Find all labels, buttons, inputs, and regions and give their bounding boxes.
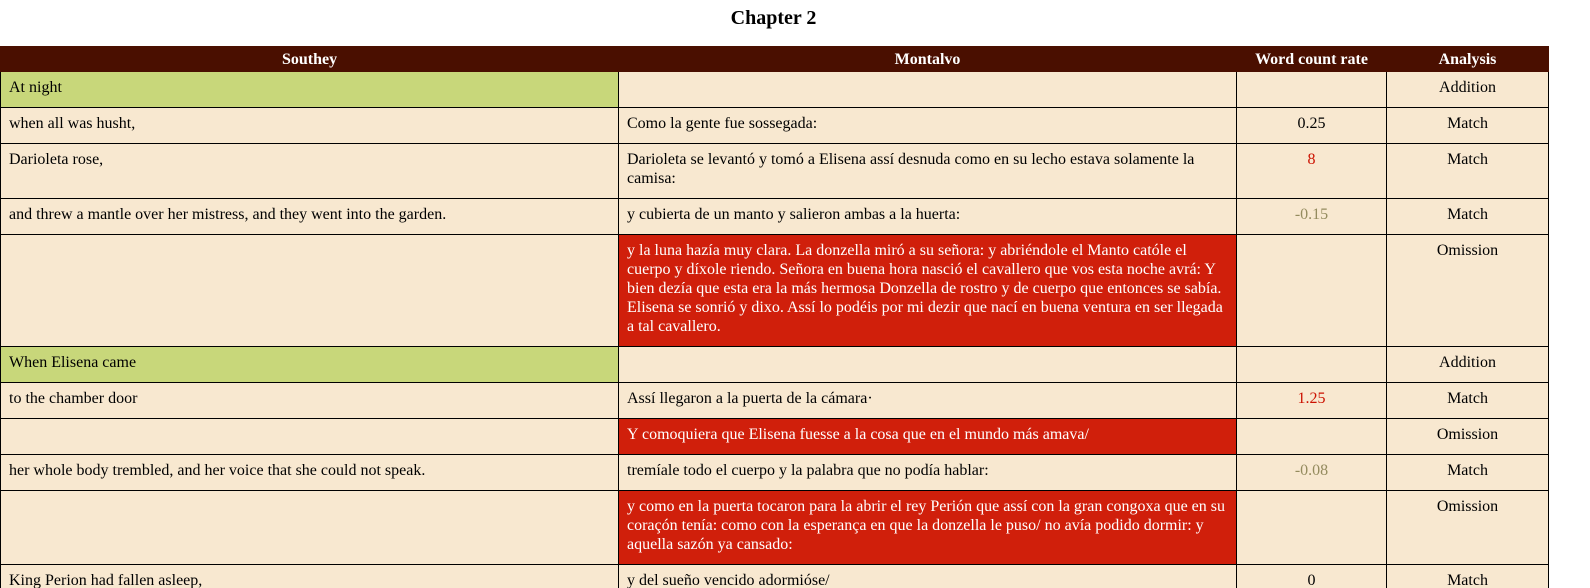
table-row bbox=[1, 565, 1549, 588]
chapter-title: Chapter 2 bbox=[730, 7, 817, 29]
table-body bbox=[1, 72, 1549, 588]
southey-cell: Darioleta rose, bbox=[1, 144, 619, 199]
column-header-word-count-rate: Word count rate bbox=[1237, 47, 1387, 72]
analysis-cell: Addition bbox=[1387, 72, 1549, 108]
southey-cell: King Perion had fallen asleep, bbox=[1, 565, 619, 588]
word-count-rate-cell: -0.08 bbox=[1237, 455, 1387, 491]
table-row bbox=[1, 72, 1549, 108]
word-count-rate-cell: 1.25 bbox=[1237, 383, 1387, 419]
montalvo-cell: y la luna hazía muy clara. La donzella miró a su señora: y abriéndole el Manto católe el cuerpo y díxole riendo. Señora en buena hora nasció el cavallero que vos esta noche avrá: Y bien dezía que esta era la más hermosa Donzella de rostro y de cuerpo que entonces se sabía. Elisena se sonrió y dixo. Assí lo podéis por mi dezir que nací en buena ventura en ser llegada a tal cavallero. bbox=[619, 235, 1237, 347]
southey-cell: her whole body trembled, and her voice that she could not speak. bbox=[1, 455, 619, 491]
analysis-cell: Match bbox=[1387, 199, 1549, 235]
column-header-montalvo: Montalvo bbox=[619, 47, 1237, 72]
montalvo-cell bbox=[619, 72, 1237, 108]
header-row bbox=[1, 47, 1549, 72]
word-count-rate-cell: 8 bbox=[1237, 144, 1387, 199]
word-count-rate-cell: 0.25 bbox=[1237, 108, 1387, 144]
montalvo-cell: Darioleta se levantó y tomó a Elisena assí desnuda como en su lecho estava solamente la camisa: bbox=[619, 144, 1237, 199]
montalvo-cell: y cubierta de un manto y salieron ambas a la huerta: bbox=[619, 199, 1237, 235]
analysis-cell: Omission bbox=[1387, 491, 1549, 565]
table-row bbox=[1, 491, 1549, 565]
montalvo-cell: Y comoquiera que Elisena fuesse a la cosa que en el mundo más amava/ bbox=[619, 419, 1237, 455]
analysis-cell: Omission bbox=[1387, 419, 1549, 455]
table-row bbox=[1, 419, 1549, 455]
southey-cell: and threw a mantle over her mistress, and they went into the garden. bbox=[1, 199, 619, 235]
comparison-table bbox=[0, 46, 1549, 588]
column-header-southey: Southey bbox=[1, 47, 619, 72]
southey-cell bbox=[1, 419, 619, 455]
table-row bbox=[1, 383, 1549, 419]
montalvo-cell: y del sueño vencido adormióse/ bbox=[619, 565, 1237, 588]
montalvo-cell: tremíale todo el cuerpo y la palabra que no podía hablar: bbox=[619, 455, 1237, 491]
southey-cell: When Elisena came bbox=[1, 347, 619, 383]
southey-cell: At night bbox=[1, 72, 619, 108]
word-count-rate-cell bbox=[1237, 72, 1387, 108]
column-header-analysis: Analysis bbox=[1387, 47, 1549, 72]
analysis-cell: Omission bbox=[1387, 235, 1549, 347]
montalvo-cell bbox=[619, 347, 1237, 383]
southey-cell bbox=[1, 235, 619, 347]
word-count-rate-cell bbox=[1237, 491, 1387, 565]
word-count-rate-cell bbox=[1237, 419, 1387, 455]
word-count-rate-cell: -0.15 bbox=[1237, 199, 1387, 235]
southey-cell: to the chamber door bbox=[1, 383, 619, 419]
montalvo-cell: Como la gente fue sossegada: bbox=[619, 108, 1237, 144]
analysis-cell: Match bbox=[1387, 455, 1549, 491]
southey-cell: when all was husht, bbox=[1, 108, 619, 144]
analysis-cell: Match bbox=[1387, 383, 1549, 419]
analysis-cell: Match bbox=[1387, 565, 1549, 588]
table-row bbox=[1, 199, 1549, 235]
montalvo-cell: Assí llegaron a la puerta de la cámara· bbox=[619, 383, 1237, 419]
table-row bbox=[1, 108, 1549, 144]
table-row bbox=[1, 144, 1549, 199]
southey-cell bbox=[1, 491, 619, 565]
word-count-rate-cell bbox=[1237, 235, 1387, 347]
word-count-rate-cell bbox=[1237, 347, 1387, 383]
word-count-rate-cell: 0 bbox=[1237, 565, 1387, 588]
analysis-cell: Match bbox=[1387, 144, 1549, 199]
analysis-cell: Addition bbox=[1387, 347, 1549, 383]
analysis-cell: Match bbox=[1387, 108, 1549, 144]
table-row bbox=[1, 455, 1549, 491]
table-row bbox=[1, 347, 1549, 383]
montalvo-cell: y como en la puerta tocaron para la abrir el rey Perión que assí con la gran congoxa que en su coraçón tenía: como con la esperança en que la donzella le puso/ no avía podido dormir: y aquella sazón ya cansado: bbox=[619, 491, 1237, 565]
table-row bbox=[1, 235, 1549, 347]
